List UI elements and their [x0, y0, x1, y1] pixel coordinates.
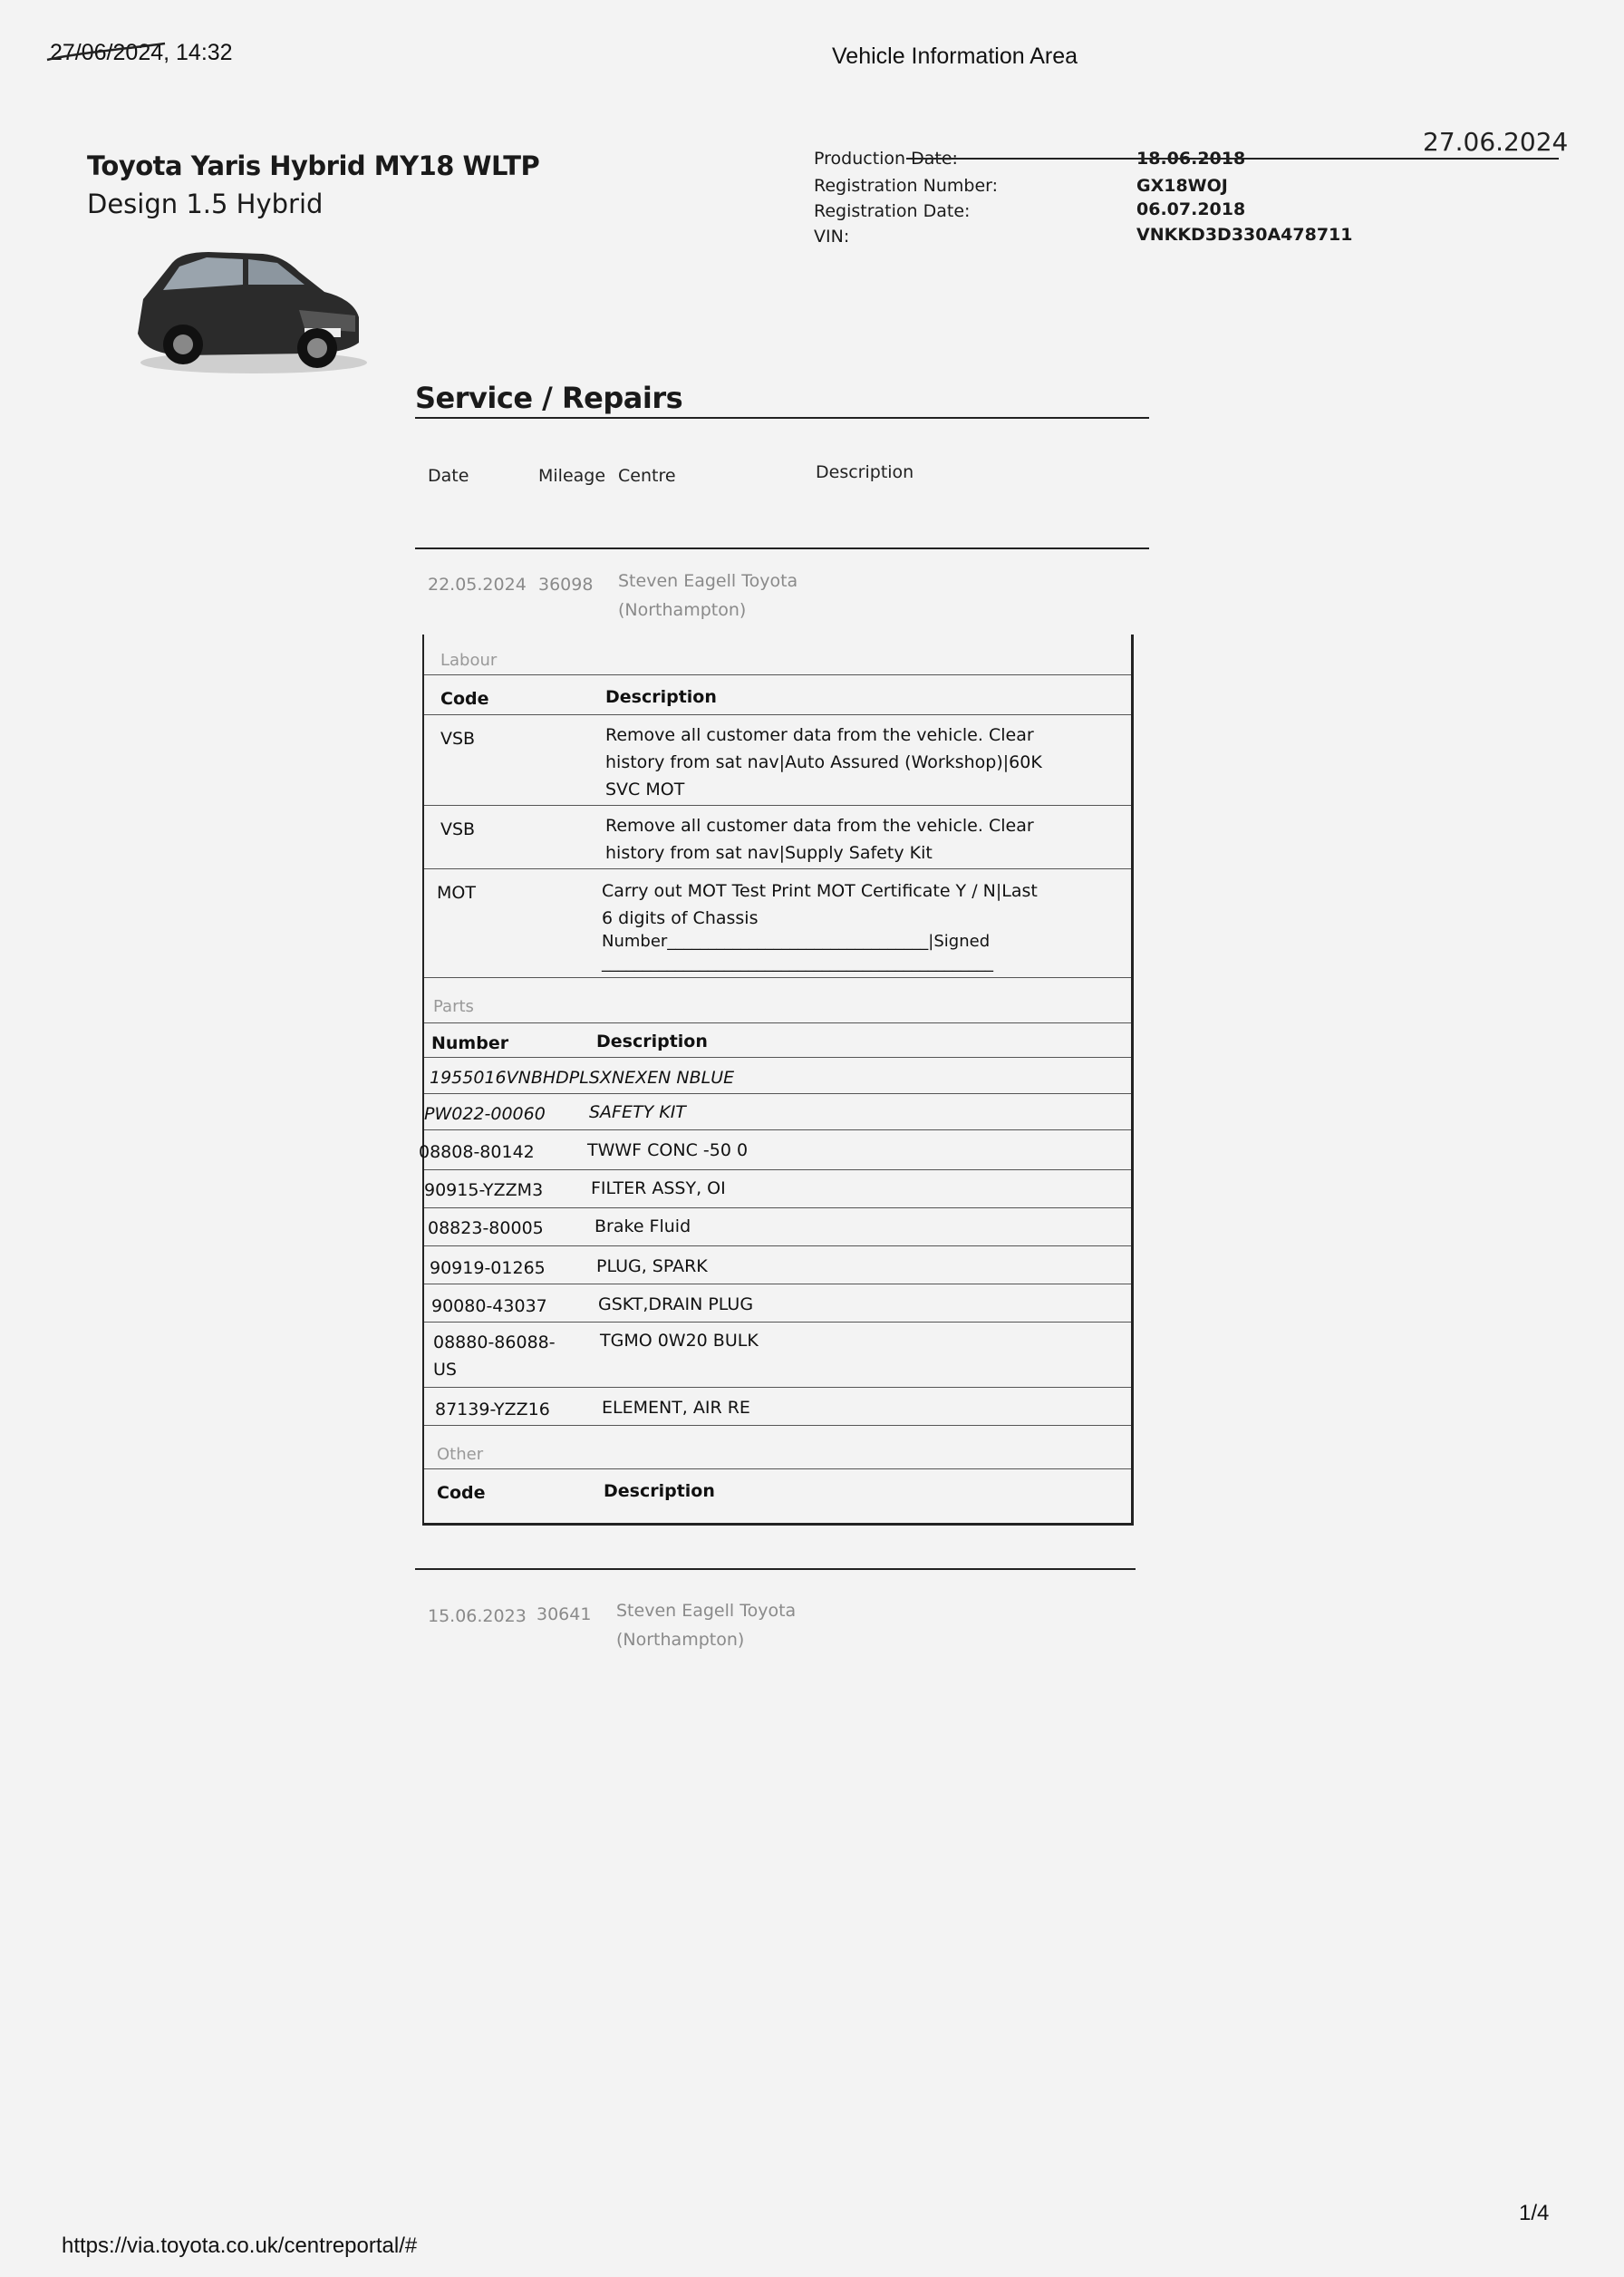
handwritten-strike-mark — [44, 40, 170, 67]
row-divider — [424, 805, 1131, 806]
labour-description-line: history from sat nav|Supply Safety Kit — [605, 843, 933, 863]
info-label-vin: VIN: — [814, 227, 850, 247]
labour-description-line: Number________________________________|Signed — [602, 932, 991, 951]
entry-mileage: 36098 — [538, 575, 594, 595]
row-divider — [424, 1468, 1131, 1469]
vehicle-model: Toyota Yaris Hybrid MY18 WLTP — [87, 150, 540, 181]
entry-date: 15.06.2023 — [428, 1606, 527, 1626]
row-divider — [424, 1245, 1131, 1246]
part-description: ELEMENT, AIR RE — [602, 1398, 750, 1418]
parts-section-label: Parts — [433, 997, 474, 1016]
part-number: 90080-43037 — [431, 1296, 547, 1316]
parts-header-description: Description — [596, 1032, 708, 1051]
other-header-code: Code — [437, 1483, 486, 1503]
row-divider — [424, 868, 1131, 869]
part-description: TGMO 0W20 BULK — [600, 1331, 759, 1351]
info-value-registration-number: GX18WOJ — [1136, 176, 1228, 196]
row-divider — [424, 674, 1131, 675]
labour-description-line: 6 digits of Chassis — [602, 908, 759, 928]
row-divider — [424, 1387, 1131, 1388]
entry-rule — [415, 1568, 1136, 1570]
part-description: TWWF CONC -50 0 — [587, 1140, 749, 1160]
service-detail-box — [419, 635, 1134, 1526]
part-description: FILTER ASSY, OI — [591, 1178, 726, 1198]
row-divider — [424, 1022, 1131, 1023]
labour-description-line: Remove all customer data from the vehicle. Clear — [605, 816, 1034, 836]
row-divider — [424, 1425, 1131, 1426]
car-photo-icon — [127, 227, 372, 381]
labour-description-line: SVC MOT — [605, 780, 685, 799]
header-rule — [415, 547, 1149, 549]
info-value-vin: VNKKD3D330A478711 — [1136, 225, 1353, 245]
part-description: Brake Fluid — [594, 1216, 691, 1236]
part-number: 08808-80142 — [419, 1142, 535, 1162]
labour-description-line: ________________________________________________ — [602, 954, 993, 973]
info-label-production-date: Production Date: — [814, 149, 958, 169]
row-divider — [424, 1093, 1131, 1094]
info-value-registration-date: 06.07.2018 — [1136, 199, 1246, 219]
entry-mileage: 30641 — [536, 1604, 592, 1624]
part-description: PLUG, SPARK — [596, 1256, 708, 1276]
column-header-description: Description — [816, 462, 914, 482]
info-value-production-date: 18.06.2018 — [1136, 149, 1246, 169]
labour-description-line: Remove all customer data from the vehicle. Clear — [605, 725, 1034, 745]
handwritten-date: 27.06.2024 — [1423, 127, 1569, 157]
handwritten-underline — [906, 158, 1559, 160]
part-number-continued: US — [433, 1360, 457, 1380]
row-divider — [424, 1057, 1131, 1058]
labour-code: MOT — [437, 883, 476, 903]
entry-centre-location: (Northampton) — [616, 1630, 745, 1650]
column-header-date: Date — [428, 466, 469, 486]
part-number: 90919-01265 — [430, 1258, 546, 1278]
info-label-registration-number: Registration Number: — [814, 176, 999, 196]
part-number: 90915-YZZM3 — [424, 1180, 544, 1200]
page-number: 1/4 — [1519, 2201, 1550, 2225]
part-number: 08823-80005 — [428, 1218, 544, 1238]
labour-section-label: Labour — [440, 651, 498, 670]
row-divider — [424, 977, 1131, 978]
part-number: 87139-YZZ16 — [435, 1400, 550, 1419]
entry-centre-location: (Northampton) — [618, 600, 747, 620]
section-title: Service / Repairs — [415, 381, 683, 415]
labour-header-description: Description — [605, 687, 717, 707]
info-label-registration-date: Registration Date: — [814, 201, 971, 221]
vehicle-variant: Design 1.5 Hybrid — [87, 189, 324, 219]
part-description: SAFETY KIT — [589, 1102, 686, 1122]
footer-url: https://via.toyota.co.uk/centreportal/# — [62, 2233, 418, 2258]
row-divider — [424, 1169, 1131, 1170]
labour-header-code: Code — [440, 689, 489, 709]
part-description: GSKT,DRAIN PLUG — [598, 1294, 754, 1314]
labour-code: VSB — [440, 729, 476, 749]
other-header-description: Description — [604, 1481, 715, 1501]
entry-centre: Steven Eagell Toyota — [618, 571, 798, 591]
labour-code: VSB — [440, 819, 476, 839]
entry-date: 22.05.2024 — [428, 575, 527, 595]
part-number: PW022-00060 — [424, 1104, 546, 1124]
column-header-centre: Centre — [618, 466, 676, 486]
column-header-mileage: Mileage — [538, 466, 606, 486]
row-divider — [424, 714, 1131, 715]
part-number: 1955016VNBHDPLSXNEXEN NBLUE — [430, 1068, 735, 1088]
print-datetime: 27/06/2024, 14:32 — [50, 40, 233, 65]
row-divider — [424, 1322, 1131, 1323]
row-divider — [424, 1129, 1131, 1130]
parts-header-number: Number — [431, 1033, 509, 1053]
other-section-label: Other — [437, 1445, 484, 1464]
entry-centre: Steven Eagell Toyota — [616, 1601, 797, 1621]
labour-description-line: Carry out MOT Test Print MOT Certificate Y / N|Last — [602, 881, 1038, 901]
part-number: 08880-86088- — [433, 1332, 556, 1352]
labour-description-line: history from sat nav|Auto Assured (Workshop)|60K — [605, 752, 1042, 772]
title-rule — [415, 417, 1149, 419]
print-title: Vehicle Information Area — [832, 44, 1078, 69]
row-divider — [424, 1207, 1131, 1208]
